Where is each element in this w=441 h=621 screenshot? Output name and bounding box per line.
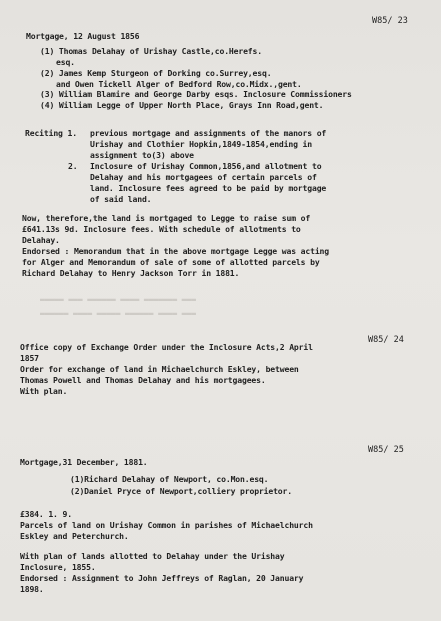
body-line: Eskley and Peterchurch. [20, 531, 129, 541]
recital-line: of said land. [90, 194, 152, 204]
party-line: (4) William Legge of Upper North Place, Grays Inn Road,gent. [40, 100, 324, 110]
recital-line: Urishay and Clothier Hopkin,1849-1854,ending in [90, 139, 312, 149]
party-line: (2)Daniel Pryce of Newport,colliery proprietor. [70, 486, 292, 496]
endorsement-line: Richard Delahay to Henry Jackson Torr in 1881. [22, 268, 240, 278]
body-line: Order for exchange of land in Michaelchurch Eskley, between [20, 364, 299, 374]
endorsement-line: Endorsed : Assignment to John Jeffreys of Raglan, 20 January [20, 573, 304, 583]
recital-number: 2. [68, 161, 78, 171]
recital-line: assignment to(3) above [90, 150, 194, 160]
bleed-through-text: ▬▬▬▬▬▬ ▬▬▬▬ ▬▬▬▬▬ ▬▬▬▬▬▬ ▬▬▬▬ ▬▬▬ [40, 308, 196, 318]
body-line: 1857 [20, 353, 39, 363]
party-line: esq. [56, 57, 75, 67]
body-line: With plan. [20, 386, 68, 396]
entry-heading: Mortgage,31 December, 1881. [20, 457, 148, 467]
party-line: (2) James Kemp Sturgeon of Dorking co.Surrey,esq. [40, 68, 272, 78]
body-line: Inclosure, 1855. [20, 562, 96, 572]
entry-heading: Office copy of Exchange Order under the Inclosure Acts,2 April [20, 342, 313, 352]
party-line: (1) Thomas Delahay of Urishay Castle,co.Herefs. [40, 46, 262, 56]
recital-line: Inclosure of Urishay Common,1856,and allotment to [90, 161, 322, 171]
body-line: Delahay. [22, 235, 60, 245]
recital-line: previous mortgage and assignments of the manors of [90, 128, 327, 138]
body-line: £641.13s 9d. Inclosure fees. With schedule of allotments to [22, 224, 301, 234]
recitals-label: Reciting 1. [25, 128, 77, 138]
bleed-through-text: ▬▬▬▬▬ ▬▬▬ ▬▬▬▬▬▬ ▬▬▬▬ ▬▬▬▬▬▬▬ ▬▬▬ [40, 294, 196, 304]
party-line: (1)Richard Delahay of Newport, co.Mon.esq. [70, 474, 269, 484]
amount: £384. 1. 9. [20, 509, 72, 519]
party-line: (3) William Blamire and George Darby esqs. Inclosure Commissioners [40, 89, 352, 99]
body-line: Thomas Powell and Thomas Delahay and his mortgagees. [20, 375, 266, 385]
body-line: Now, therefore,the land is mortgaged to Legge to raise sum of [22, 213, 311, 223]
endorsement-line: Endorsed : Memorandum that in the above mortgage Legge was acting [22, 246, 329, 256]
body-line: With plan of lands allotted to Delahay under the Urishay [20, 551, 285, 561]
endorsement-line: for Alger and Memorandum of sale of some of allotted parcels by [22, 257, 320, 267]
reference-number: W85/ 25 [368, 445, 404, 455]
recital-line: land. Inclosure fees agreed to be paid by mortgage [90, 183, 327, 193]
reference-number: W85/ 23 [372, 16, 408, 26]
entry-heading: Mortgage, 12 August 1856 [26, 31, 140, 41]
endorsement-line: 1898. [20, 584, 44, 594]
body-line: Parcels of land on Urishay Common in parishes of Michaelchurch [20, 520, 313, 530]
party-line: and Owen Tickell Alger of Bedford Row,co.Midx.,gent. [56, 79, 302, 89]
recital-line: Delahay and his mortgagees of certain parcels of [90, 172, 317, 182]
reference-number: W85/ 24 [368, 335, 404, 345]
